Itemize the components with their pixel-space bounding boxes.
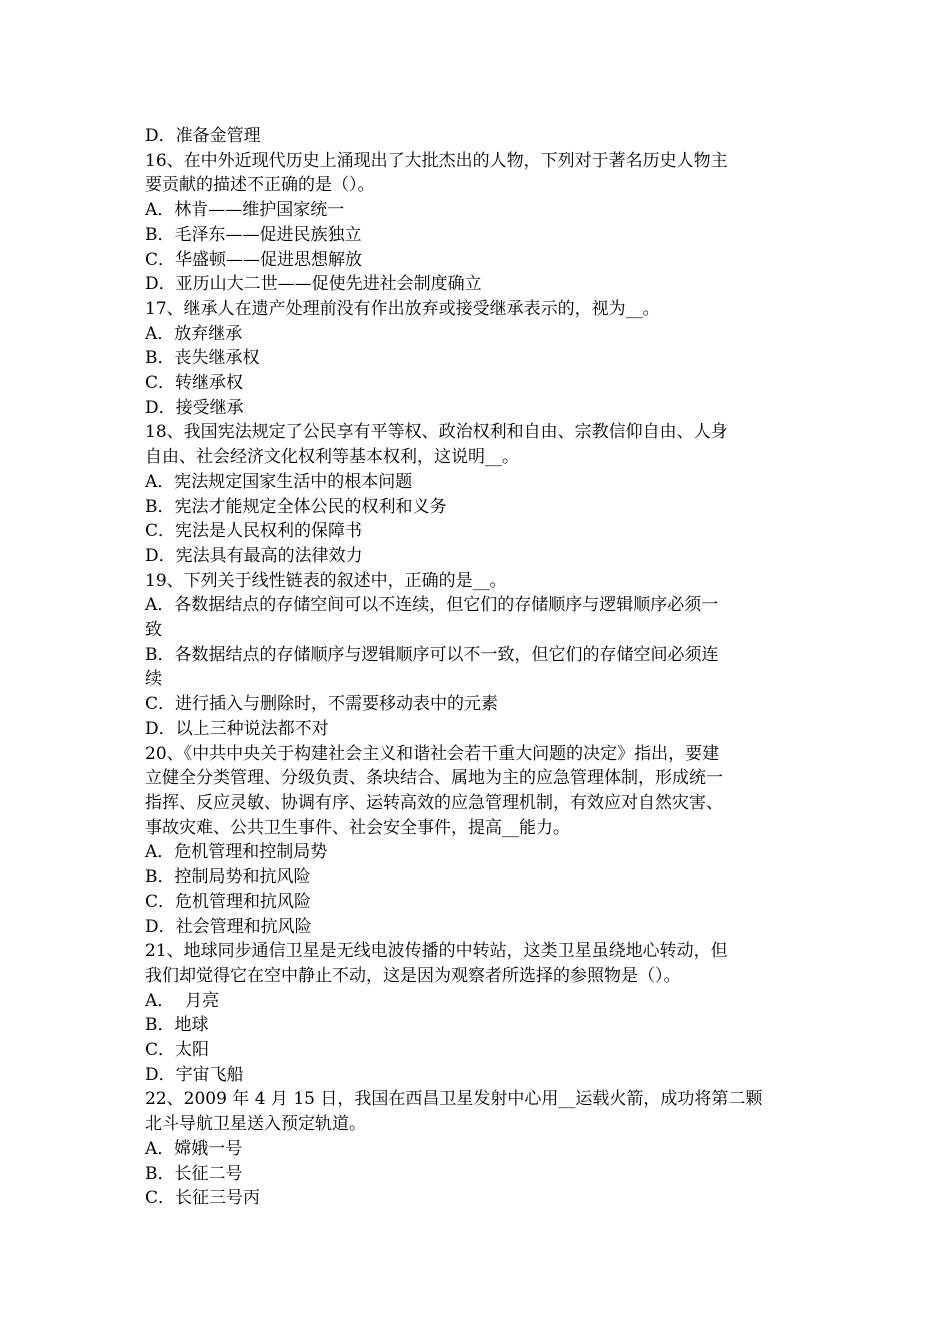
question-22-line-2: 北斗导航卫星送入预定轨道。 xyxy=(145,1114,366,1135)
option-d-q16: D．亚历山大二世——促使先进社会制度确立 xyxy=(145,274,482,295)
option-a-q21: A． 月亮 xyxy=(145,990,220,1011)
option-c-q17: C．转继承权 xyxy=(145,373,244,394)
option-b-q20: B．控制局势和抗风险 xyxy=(145,867,311,888)
option-c-q16: C．华盛顿——促进思想解放 xyxy=(145,249,363,270)
option-d-q20: D．社会管理和抗风险 xyxy=(145,916,312,937)
option-a-q16: A．林肯——维护国家统一 xyxy=(145,200,345,221)
option-d-q15: D．准备金管理 xyxy=(145,126,261,146)
question-18-line-2: 自由、社会经济文化权利等基本权利，这说明__。 xyxy=(145,447,519,468)
option-a-q19-line-2: 致 xyxy=(145,620,162,641)
option-b-q18: B．宪法才能规定全体公民的权利和义务 xyxy=(145,496,447,517)
question-19: 19、下列关于线性链表的叙述中，正确的是__。 xyxy=(145,570,507,591)
option-c-q18: C．宪法是人民权利的保障书 xyxy=(145,521,363,542)
question-16-line-1: 16、在中外近现代历史上涌现出了大批杰出的人物，下列对于著名历史人物主 xyxy=(145,150,728,171)
option-c-q20: C．危机管理和抗风险 xyxy=(145,891,312,912)
question-21-line-1: 21、地球同步通信卫星是无线电波传播的中转站，这类卫星虽绕地心转动，但 xyxy=(145,941,728,962)
option-d-q21: D．宇宙飞船 xyxy=(145,1064,244,1085)
document-body xyxy=(145,124,809,1211)
option-a-q19-line-1: A．各数据结点的存储空间可以不连续，但它们的存储顺序与逻辑顺序必须一 xyxy=(145,595,719,616)
option-d-q18: D．宪法具有最高的法律效力 xyxy=(145,545,363,566)
option-b-q22: B．长征二号 xyxy=(145,1163,243,1184)
option-b-q17: B．丧失继承权 xyxy=(145,348,260,369)
question-22-line-1: 22、2009 年 4 月 15 日，我国在西昌卫星发射中心用__运载火箭，成功将第二颗 xyxy=(145,1089,763,1110)
option-a-q22: A．嫦娥一号 xyxy=(145,1138,243,1159)
option-c-q19: C．进行插入与删除时，不需要移动表中的元素 xyxy=(145,694,499,715)
question-21-line-2: 我们却觉得它在空中静止不动，这是因为观察者所选择的参照物是（）。 xyxy=(145,965,681,986)
question-20-line-2: 立健全分类管理、分级负责、条块结合、属地为主的应急管理体制，形成统一 xyxy=(145,768,723,789)
question-17: 17、继承人在遗产处理前没有作出放弃或接受继承表示的，视为__。 xyxy=(145,298,660,319)
option-c-q22: C．长征三号丙 xyxy=(145,1188,261,1209)
option-d-q17: D．接受继承 xyxy=(145,397,244,418)
option-a-q18: A．宪法规定国家生活中的根本问题 xyxy=(145,471,413,492)
option-a-q17: A．放弃继承 xyxy=(145,323,243,344)
question-16-line-2: 要贡献的描述不正确的是（）。 xyxy=(145,175,375,196)
question-20-line-4: 事故灾难、公共卫生事件、社会安全事件，提高__能力。 xyxy=(145,817,570,838)
option-a-q20: A．危机管理和控制局势 xyxy=(145,842,328,863)
option-b-q21: B．地球 xyxy=(145,1015,209,1036)
option-c-q21: C．太阳 xyxy=(145,1040,210,1061)
option-b-q19-line-1: B．各数据结点的存储顺序与逻辑顺序可以不一致，但它们的存储空间必须连 xyxy=(145,644,719,665)
question-20-line-1: 20、《中共中央关于构建社会主义和谐社会若干重大问题的决定》指出，要建 xyxy=(145,743,720,764)
option-d-q19: D．以上三种说法都不对 xyxy=(145,718,329,739)
question-20-line-3: 指挥、反应灵敏、协调有序、运转高效的应急管理机制，有效应对自然灾害、 xyxy=(145,792,723,813)
question-18-line-1: 18、我国宪法规定了公民享有平等权、政治权利和自由、宗教信仰自由、人身 xyxy=(145,422,728,443)
option-b-q16: B．毛泽东——促进民族独立 xyxy=(145,224,362,245)
option-b-q19-line-2: 续 xyxy=(145,669,162,690)
